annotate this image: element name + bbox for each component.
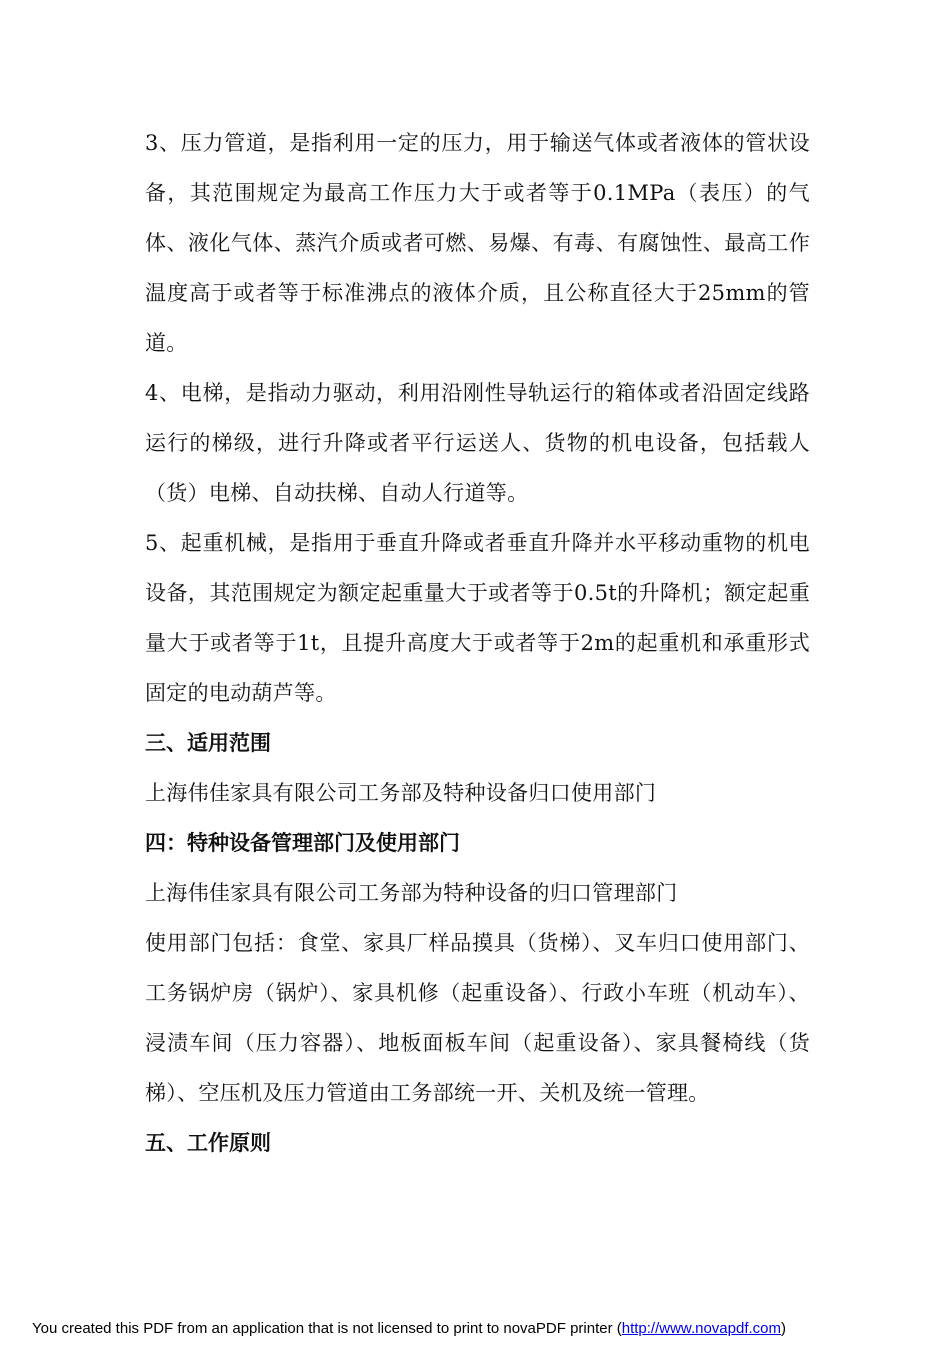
- paragraph-pressure-pipeline: 3、压力管道，是指利用一定的压力，用于输送气体或者液体的管状设备，其范围规定为最高工作压力大于或者等于0.1MPa（表压）的气体、液化气体、蒸汽介质或者可燃、易爆、有毒、有腐蚀性、最高工作温度高于或者等于标准沸点的液体介质，且公称直径大于25mm的管道。: [145, 131, 810, 355]
- paragraph-user-departments: 使用部门包括：食堂、家具厂样品摸具（货梯）、叉车归口使用部门、工务锅炉房（锅炉）、家具机修（起重设备）、行政小车班（机动车）、浸渍车间（压力容器）、地板面板车间（起重设备）、家具餐椅线（货梯）、空压机及压力管道由工务部统一开、关机及统一管理。: [145, 931, 810, 1105]
- document-body: [145, 118, 810, 1168]
- paragraph-lifting-machinery: 5、起重机械，是指用于垂直升降或者垂直升降并水平移动重物的机电设备，其范围规定为额定起重量大于或者等于0.5t的升降机；额定起重量大于或者等于1t，且提升高度大于或者等于2m的起重机和承重形式固定的电动葫芦等。: [145, 531, 810, 705]
- paragraph-management-department: 上海伟佳家具有限公司工务部为特种设备的归口管理部门: [145, 881, 678, 905]
- pdf-license-notice: [32, 1320, 786, 1337]
- paragraph-elevator: 4、电梯，是指动力驱动，利用沿刚性导轨运行的箱体或者沿固定线路运行的梯级，进行升降或者平行运送人、货物的机电设备，包括载人（货）电梯、自动扶梯、自动人行道等。: [145, 381, 810, 505]
- section-heading-principles: 五、工作原则: [145, 1131, 271, 1155]
- section-heading-departments: 四：特种设备管理部门及使用部门: [145, 831, 460, 855]
- section-heading-scope: 三、适用范围: [145, 731, 271, 755]
- notice-prefix: You created this PDF from an application that is not licensed to print to novaPDF printer (: [32, 1320, 622, 1337]
- novapdf-link[interactable]: http://www.novapdf.com: [621, 1320, 781, 1337]
- notice-suffix: ): [781, 1320, 786, 1337]
- paragraph-scope: 上海伟佳家具有限公司工务部及特种设备归口使用部门: [145, 781, 657, 805]
